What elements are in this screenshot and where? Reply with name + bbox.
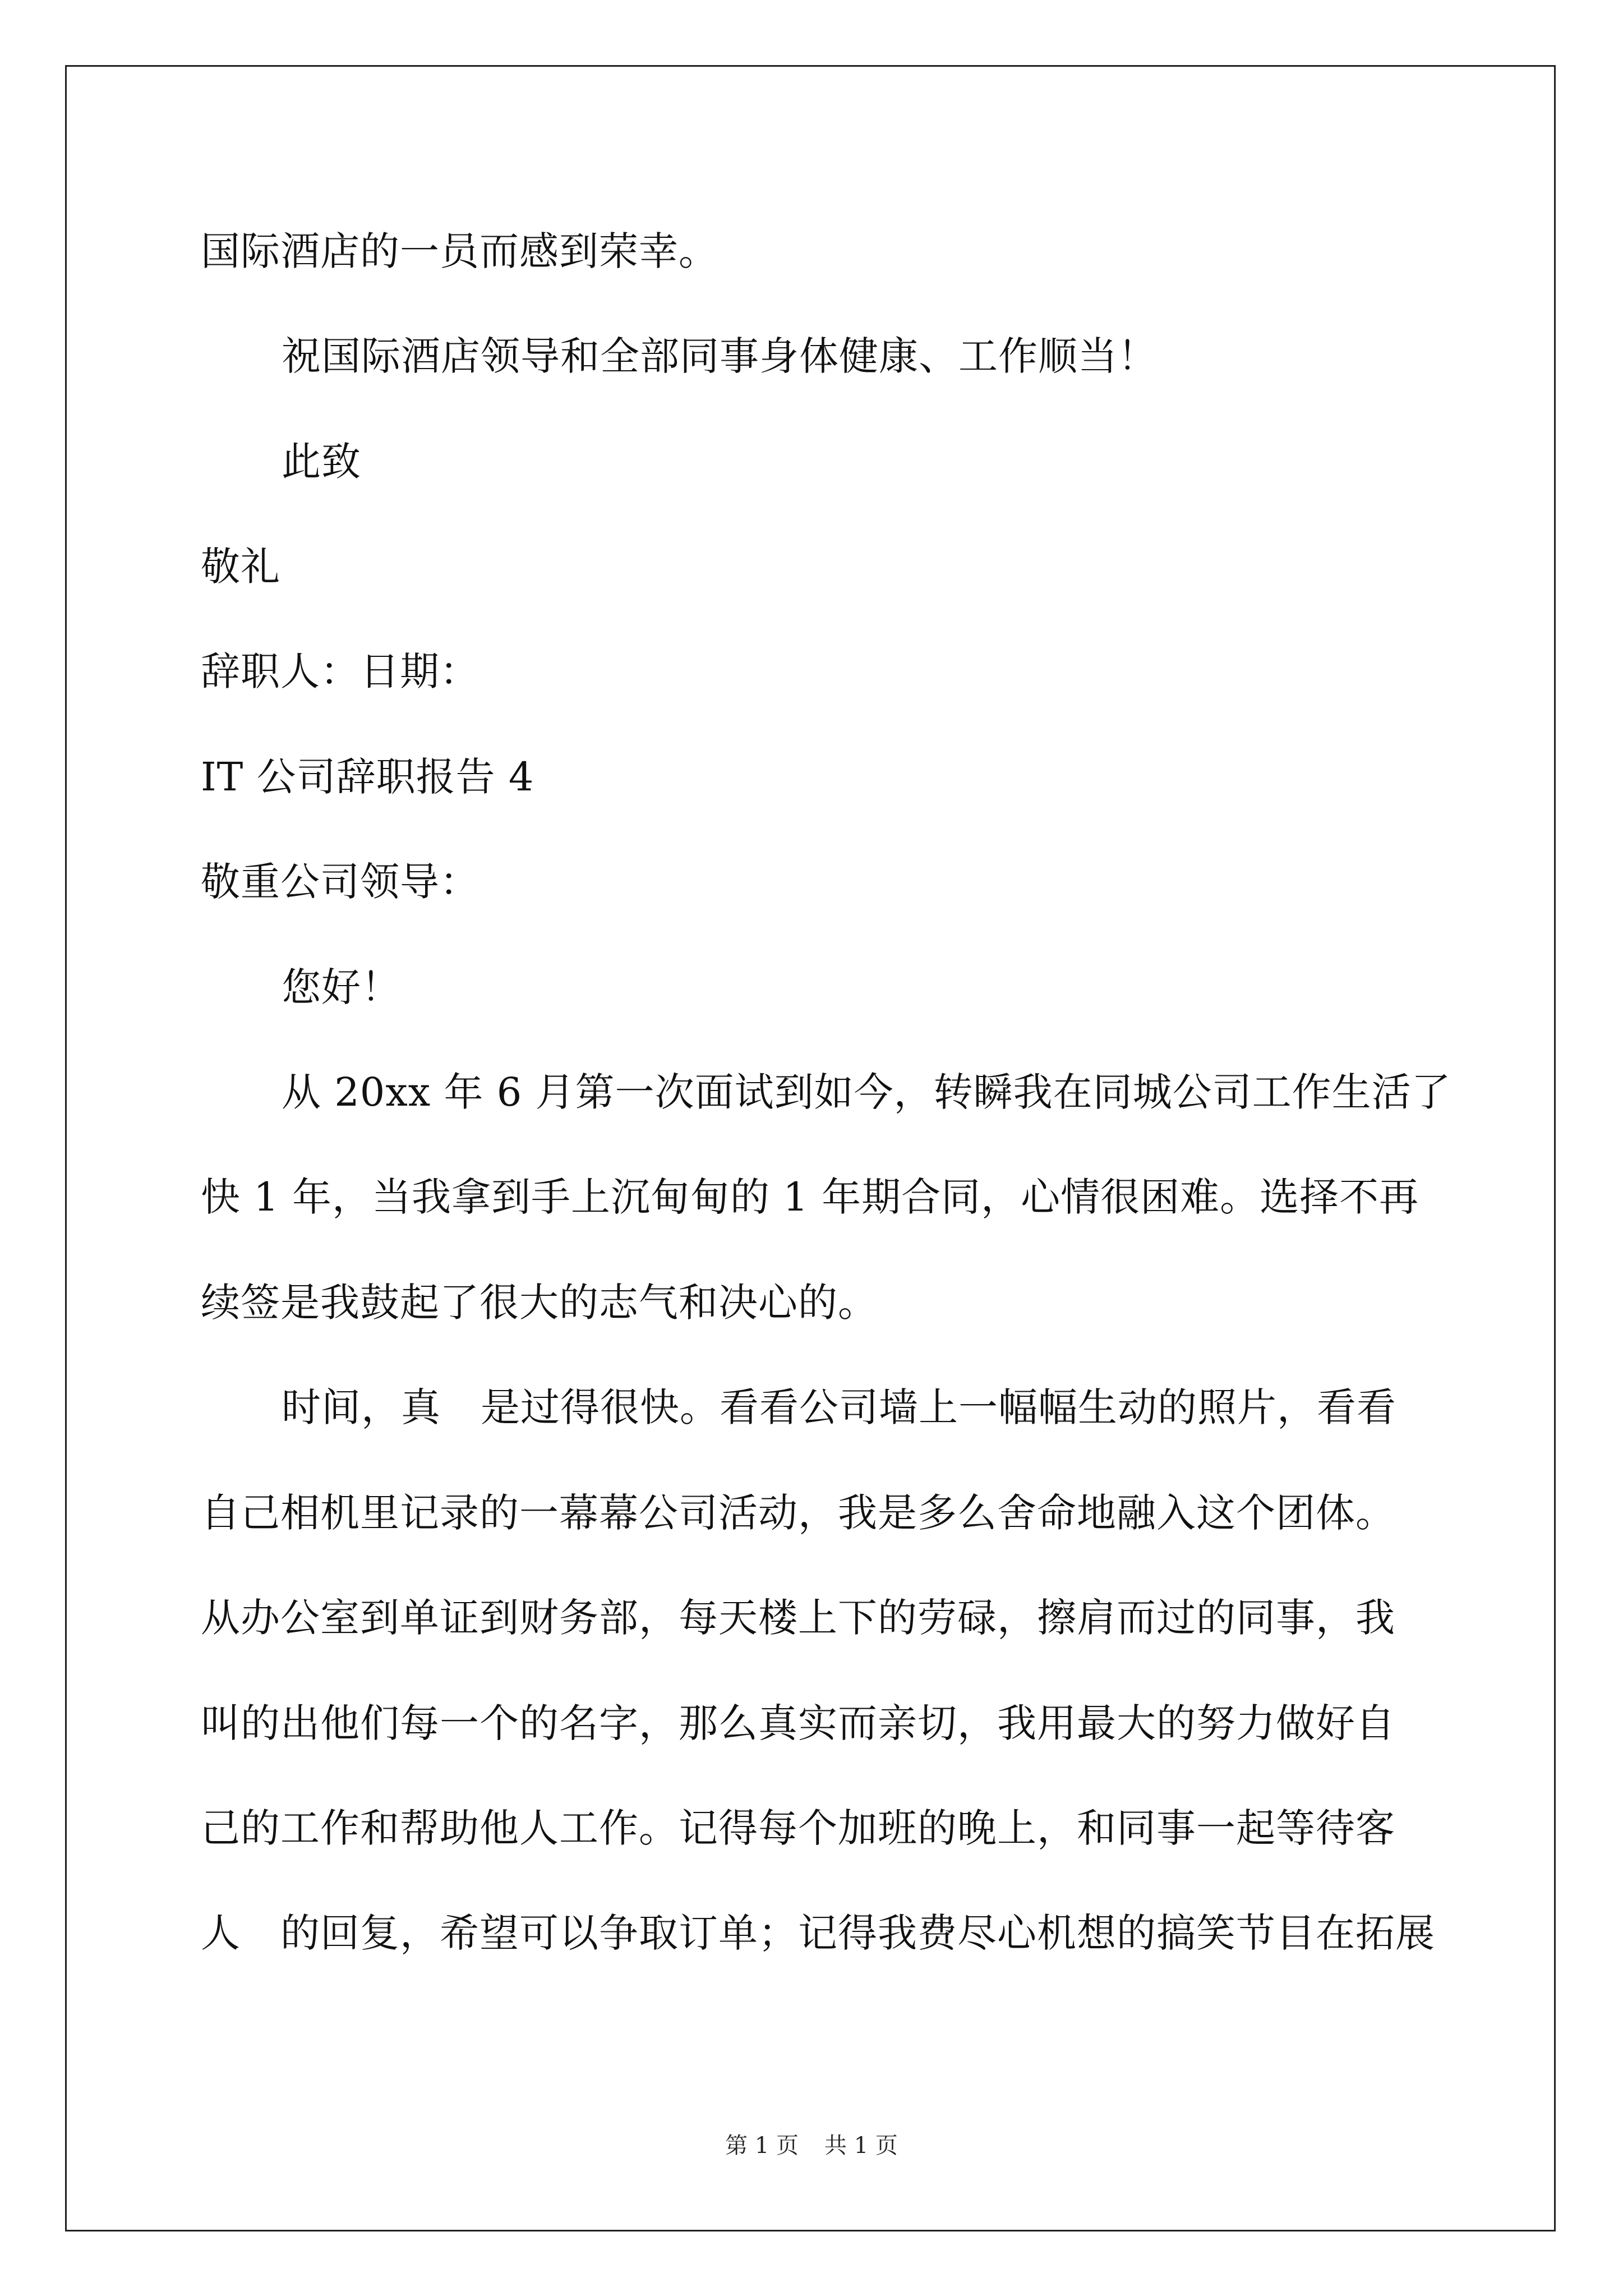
text-line: 叫的出他们每一个的名字，那么真实而亲切，我用最大的努力做好自 [201, 1700, 1395, 1746]
text-line: 国际酒店的一员而感到荣幸。 [201, 228, 718, 274]
page-footer [0, 2132, 1623, 2160]
text-line: 敬重公司领导： [201, 859, 479, 905]
text-line: 敬礼 [201, 544, 280, 590]
text-line: 从 20xx 年 6 月第一次面试到如今，转瞬我在同城公司工作生活了 [282, 1069, 1451, 1115]
text-line: 祝国际酒店领导和全部同事身体健康、工作顺当！ [282, 333, 1158, 379]
section-heading: IT 公司辞职报告 4 [201, 754, 534, 800]
text-line: 辞职人：日期： [201, 648, 479, 694]
text-line: 此致 [282, 439, 361, 485]
text-line: 人 的回复，希望可以争取订单；记得我费尽心机想的搞笑节目在拓展 [201, 1910, 1435, 1956]
text-line: 时间，真 是过得很快。看看公司墙上一幅幅生动的照片，看看 [282, 1384, 1396, 1430]
text-line: 续签是我鼓起了很大的志气和决心的。 [201, 1280, 878, 1326]
page-total: 共 1 页 [824, 2133, 898, 2159]
text-line: 己的工作和帮助他人工作。记得每个加班的晚上，和同事一起等待客 [201, 1805, 1395, 1851]
text-line: 快 1 年，当我拿到手上沉甸甸的 1 年期合同，心情很困难。选择不再 [201, 1174, 1419, 1220]
page-number: 第 1 页 [725, 2133, 799, 2159]
text-line: 自己相机里记录的一幕幕公司活动，我是多么舍命地融入这个团体。 [201, 1490, 1395, 1536]
page-border [65, 65, 1556, 2231]
text-line: 您好！ [282, 964, 401, 1010]
text-line: 从办公室到单证到财务部，每天楼上下的劳碌，擦肩而过的同事，我 [201, 1595, 1395, 1641]
